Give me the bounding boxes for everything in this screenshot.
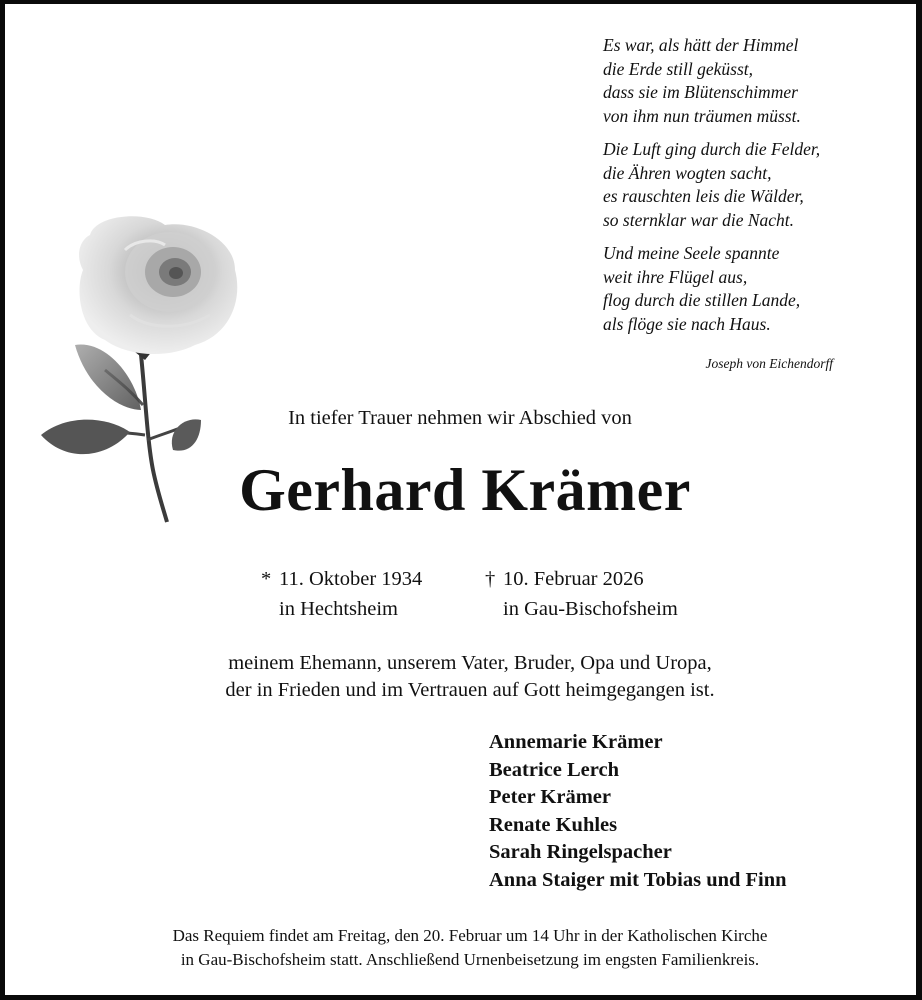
death-date: 10. Februar 2026: [503, 568, 644, 590]
deceased-name: Gerhard Krämer: [239, 457, 691, 523]
death-info: [485, 564, 678, 624]
poem-line: die Ähren wogten sacht,: [603, 162, 772, 183]
poem-line: dass sie im Blütenschimmer: [603, 82, 798, 102]
mourners-list: [489, 729, 787, 894]
poem-stanza: [603, 34, 853, 128]
intro-text: In tiefer Trauer nehmen wir Abschied von: [288, 407, 632, 429]
poem: [603, 34, 853, 371]
obituary-page: [5, 4, 916, 995]
birth-place: in Hechtsheim: [279, 598, 398, 620]
poem-line: Es war, als hätt der Himmel: [603, 35, 799, 55]
mourner-name: Sarah Ringelspacher: [489, 841, 672, 863]
poem-line: es rauschten leis die Wälder,: [603, 186, 804, 206]
mourner-name: Renate Kuhles: [489, 813, 618, 836]
poem-stanza: [603, 242, 853, 336]
poem-stanza: [603, 138, 853, 232]
relation-text: [125, 650, 815, 704]
birth-date: 11. Oktober 1934: [279, 568, 423, 590]
mourner-name: Peter Krämer: [489, 786, 611, 808]
service-notice: [45, 924, 895, 972]
poem-line: weit ihre Flügel aus,: [603, 266, 748, 287]
poem-line: Und meine Seele spannte: [603, 243, 780, 263]
notice-line: Das Requiem findet am Freitag, den 20. Februar um 14 Uhr in der Katholischen Kirche: [172, 926, 768, 945]
mourner-name: Annemarie Krämer: [489, 731, 663, 753]
poem-line: die Erde still geküsst,: [603, 58, 754, 79]
poem-author: Joseph von Eichendorff: [705, 356, 833, 371]
poem-line: von ihm nun träumen müsst.: [603, 105, 801, 126]
death-place: in Gau-Bischofsheim: [503, 598, 678, 620]
poem-line: flog durch die stillen Lande,: [603, 290, 801, 310]
poem-line: Die Luft ging durch die Felder,: [603, 139, 821, 159]
poem-line: als flöge sie nach Haus.: [603, 313, 771, 334]
death-symbol: †: [485, 568, 496, 590]
relation-line: der in Frieden und im Vertrauen auf Gott heimgegangen ist.: [225, 679, 715, 701]
notice-line: in Gau-Bischofsheim statt. Anschließend Urnenbeisetzung im engsten Familienkreis.: [180, 950, 760, 969]
relation-line: meinem Ehemann, unserem Vater, Bruder, Opa und Uropa,: [228, 652, 712, 674]
birth-info: [261, 564, 422, 624]
mourner-name: Beatrice Lerch: [489, 758, 619, 781]
birth-symbol: *: [261, 568, 272, 590]
mourner-name: Anna Staiger mit Tobias und Finn: [489, 868, 787, 891]
poem-line: so sternklar war die Nacht.: [603, 209, 795, 230]
